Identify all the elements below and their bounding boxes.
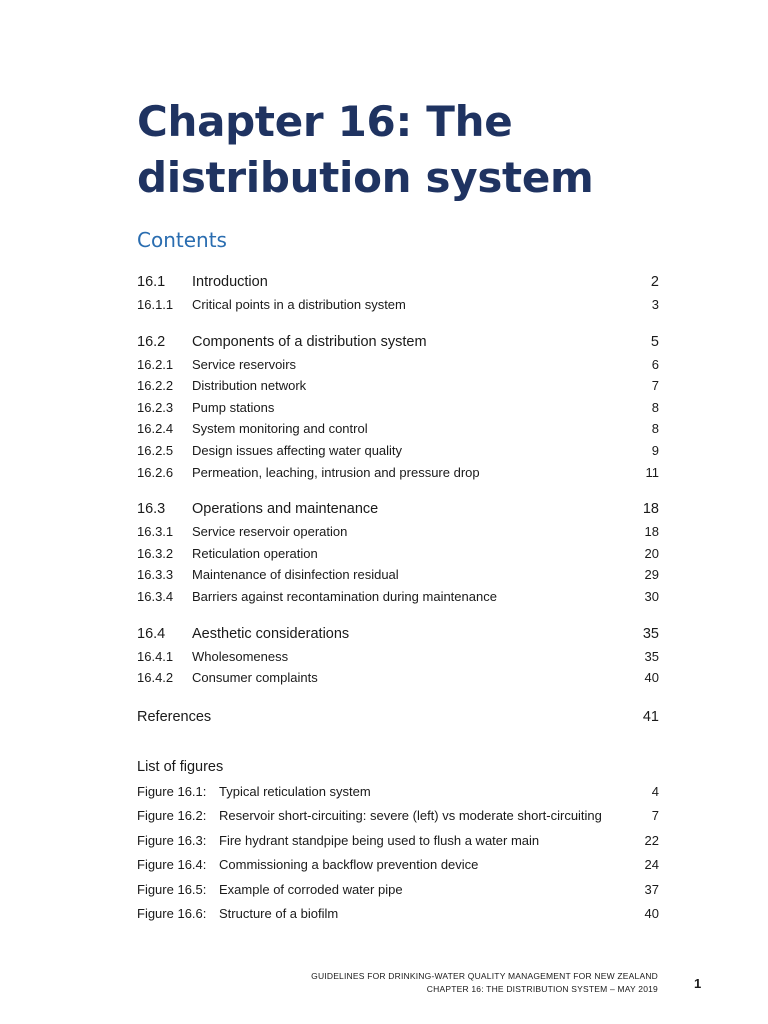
subsection-page: 18 [644, 524, 659, 540]
subsection-label: Service reservoirs [192, 356, 297, 372]
figure-number: Figure 16.6: [137, 906, 207, 922]
chapter-title-line1: Chapter 16: The [137, 97, 513, 146]
subsection-number: 16.2.6 [137, 464, 174, 480]
footer-line2: CHAPTER 16: THE DISTRIBUTION SYSTEM – MAY 2019 [426, 984, 658, 994]
subsection-number: 16.3.1 [137, 524, 174, 540]
subsection-label: Critical points in a distribution system [192, 297, 406, 312]
subsection-number: 16.3.3 [137, 567, 174, 583]
subsection-number: 16.3.2 [137, 545, 174, 561]
page-number: 1 [694, 976, 702, 991]
toc-section-row[interactable] [137, 330, 659, 354]
subsection-page: 40 [644, 670, 659, 686]
figure-number: Figure 16.4: [137, 857, 207, 873]
subsection-number: 16.2.3 [137, 399, 174, 415]
list-of-figures-heading: List of figures [137, 758, 224, 775]
toc-subsection-row[interactable] [137, 375, 659, 397]
subsection-label: Reticulation operation [192, 545, 318, 561]
toc-subsection-row[interactable] [137, 646, 659, 668]
subsection-label: Distribution network [192, 378, 307, 394]
figure-page: 7 [651, 808, 659, 824]
subsection-page: 30 [644, 588, 659, 604]
figure-label: Structure of a biofilm [219, 906, 339, 922]
subsection-label: Maintenance of disinfection residual [192, 567, 399, 583]
figure-row[interactable] [137, 804, 659, 829]
toc-section [137, 270, 659, 316]
section-page: 18 [642, 501, 659, 518]
section-page: 2 [650, 274, 659, 290]
footer-line1: GUIDELINES FOR DRINKING-WATER QUALITY MANAGEMENT FOR NEW ZEALAND [311, 971, 658, 981]
table-of-contents [137, 270, 659, 927]
section-number: 16.2 [137, 333, 166, 350]
toc-subsection-row[interactable] [137, 521, 659, 543]
figure-row[interactable] [137, 902, 659, 927]
figure-label: Reservoir short-circuiting: severe (left) vs moderate short-circuiting [219, 808, 602, 824]
references-label: References [137, 708, 212, 725]
section-label: Aesthetic considerations [192, 625, 350, 642]
toc-references[interactable] [137, 705, 659, 729]
subsection-number: 16.2.5 [137, 442, 174, 458]
subsection-label: Pump stations [192, 399, 275, 415]
subsection-label: Wholesomeness [192, 648, 289, 664]
toc-subsection-row[interactable] [137, 397, 659, 419]
figure-page: 22 [644, 832, 659, 848]
subsection-page: 8 [651, 399, 659, 415]
figure-label: Typical reticulation system [219, 783, 371, 799]
subsection-number: 16.4.1 [137, 648, 174, 664]
figure-number: Figure 16.5: [137, 881, 207, 897]
toc-subsection-row[interactable] [137, 462, 659, 484]
toc-section [137, 497, 659, 607]
subsection-number: 16.2.2 [137, 378, 174, 394]
subsection-page: 9 [651, 442, 659, 458]
subsection-number: 16.1.1 [137, 297, 174, 312]
subsection-page: 6 [651, 356, 659, 372]
subsection-page: 20 [644, 545, 659, 561]
subsection-page: 35 [644, 648, 659, 664]
toc-section-row[interactable] [137, 497, 659, 521]
figure-page: 4 [651, 783, 659, 799]
list-of-figures [137, 780, 659, 927]
figure-row[interactable] [137, 878, 659, 903]
chapter-title [137, 94, 697, 206]
section-number: 16.3 [137, 501, 166, 518]
section-number: 16.1 [137, 274, 166, 290]
toc-subsection-row[interactable] [137, 418, 659, 440]
toc-subsection-row[interactable] [137, 564, 659, 586]
subsection-number: 16.3.4 [137, 588, 174, 604]
subsection-label: Barriers against recontamination during maintenance [192, 588, 497, 604]
toc-subsection-row[interactable] [137, 586, 659, 608]
toc-sections [137, 270, 659, 689]
subsection-number: 16.4.2 [137, 670, 174, 686]
subsection-page: 7 [651, 378, 659, 394]
subsection-number: 16.2.4 [137, 421, 174, 437]
section-page: 35 [642, 625, 659, 642]
figure-page: 40 [644, 906, 659, 922]
subsection-label: Consumer complaints [192, 670, 318, 686]
section-label: Operations and maintenance [192, 501, 379, 518]
figure-label: Example of corroded water pipe [219, 881, 403, 897]
toc-section-row[interactable] [137, 622, 659, 646]
toc-section [137, 330, 659, 484]
subsection-label: System monitoring and control [192, 421, 368, 437]
section-page: 5 [650, 333, 659, 350]
subsection-page: 3 [651, 297, 659, 312]
subsection-label: Permeation, leaching, intrusion and pressure drop [192, 464, 480, 480]
toc-subsection-row[interactable] [137, 667, 659, 689]
subsection-number: 16.2.1 [137, 356, 174, 372]
subsection-page: 11 [645, 464, 659, 480]
section-number: 16.4 [137, 625, 166, 642]
figure-page: 37 [644, 881, 659, 897]
figure-label: Fire hydrant standpipe being used to flush a water main [219, 832, 540, 848]
section-label: Components of a distribution system [192, 333, 427, 350]
subsection-label: Design issues affecting water quality [192, 442, 403, 458]
section-label: Introduction [192, 274, 268, 290]
toc-subsection-row[interactable] [137, 294, 659, 316]
figure-number: Figure 16.3: [137, 832, 207, 848]
figure-page: 24 [644, 857, 659, 873]
figure-row[interactable] [137, 780, 659, 805]
toc-subsection-row[interactable] [137, 440, 659, 462]
subsection-page: 8 [651, 421, 659, 437]
figure-number: Figure 16.1: [137, 783, 207, 799]
chapter-title-line2: distribution system [137, 153, 594, 202]
figure-row[interactable] [137, 853, 659, 878]
toc-section [137, 622, 659, 689]
toc-subsection-row[interactable] [137, 543, 659, 565]
toc-subsection-row[interactable] [137, 354, 659, 376]
contents-heading: Contents [137, 228, 227, 252]
references-page: 41 [642, 708, 659, 725]
subsection-label: Service reservoir operation [192, 524, 348, 540]
subsection-page: 29 [644, 567, 659, 583]
toc-section-row[interactable] [137, 270, 659, 294]
figure-number: Figure 16.2: [137, 808, 207, 824]
figure-row[interactable] [137, 829, 659, 854]
figure-label: Commissioning a backflow prevention device [219, 857, 479, 873]
page-footer [311, 970, 658, 996]
